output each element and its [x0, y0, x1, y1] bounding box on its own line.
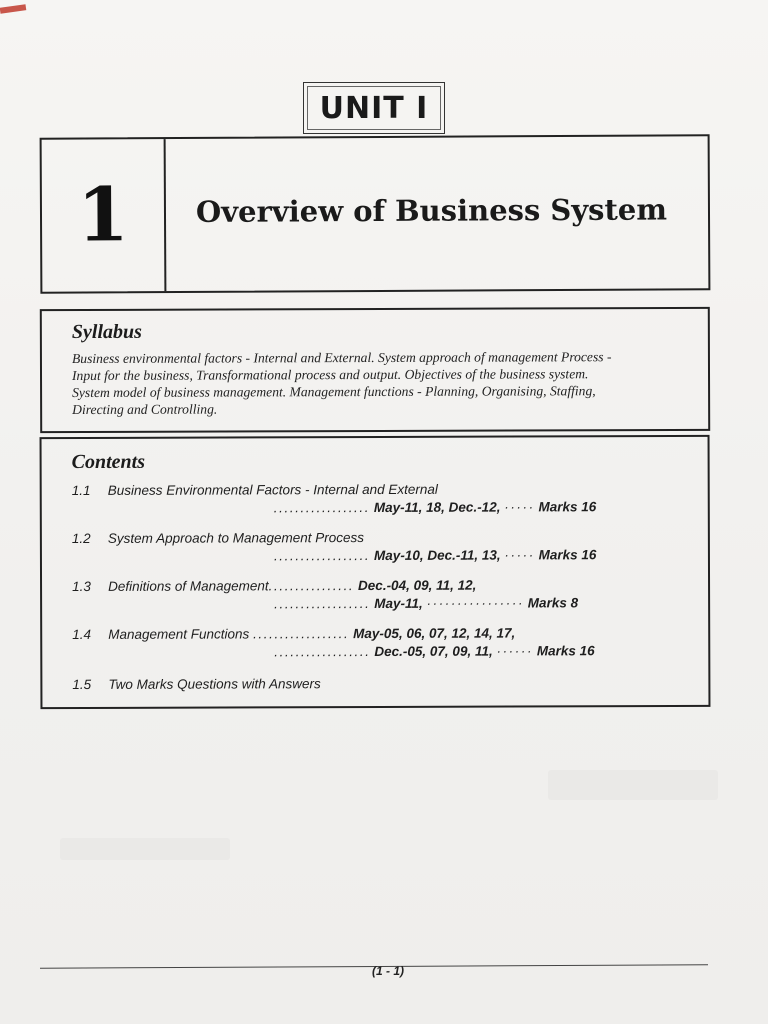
chapter-number: 1 [77, 172, 129, 259]
leader-dots: ················ [426, 595, 525, 611]
syllabus-line: Directing and Controlling. [72, 401, 218, 418]
item-marks: Marks 8 [527, 595, 579, 611]
contents-item-marks [274, 595, 578, 611]
item-marks: Marks 16 [538, 499, 597, 515]
item-exam-dates: May-11, [374, 595, 423, 612]
contents-box [40, 435, 711, 709]
unit-label: UNIT I [319, 90, 429, 126]
item-exam-dates: May-10, Dec.-11, 13, [374, 547, 501, 564]
leader-dots: .................. [273, 548, 371, 564]
contents-item-marks [274, 643, 594, 659]
item-number: 1.5 [72, 676, 92, 693]
leader-dots: .................. [274, 596, 371, 612]
leader-dots: ····· [504, 499, 535, 515]
item-exam-dates: May-11, 18, Dec.-12, [373, 499, 501, 516]
show-through-block [60, 838, 230, 860]
item-title: Two Marks Questions with Answers [108, 676, 321, 692]
chapter-number-cell [42, 139, 167, 292]
contents-heading: Contents [71, 450, 146, 474]
item-exam-dates: Dec.-05, 07, 09, 11, [374, 643, 493, 660]
contents-item-marks [274, 499, 597, 515]
leader-dots: .................. [274, 644, 371, 660]
item-number: 1.4 [72, 626, 92, 643]
contents-item [72, 481, 692, 499]
contents-item [72, 578, 476, 594]
chapter-title: Overview of Business System [195, 192, 668, 229]
chapter-header-box [40, 134, 711, 294]
item-title: Management Functions [108, 626, 250, 642]
item-marks: Marks 16 [536, 643, 595, 659]
leader-dots: ······ [496, 643, 534, 659]
leader-dots: ····· [504, 547, 535, 563]
contents-item [72, 675, 692, 693]
syllabus-box [40, 307, 710, 433]
show-through-block [548, 770, 718, 800]
item-title: System Approach to Management Process [107, 530, 365, 546]
leader-dots: .................. [273, 500, 371, 516]
item-exam-dates: May-05, 06, 07, 12, 14, 17, [353, 625, 516, 642]
contents-item [72, 626, 515, 643]
item-marks: Marks 16 [538, 547, 597, 563]
syllabus-line: Business environmental factors - Internal and External. System approach of management Process - [71, 349, 612, 367]
syllabus-line: Input for the business, Transformational process and output. Objectives of the business system. [71, 366, 589, 384]
syllabus-body [72, 348, 694, 418]
leader-dots: ................ [268, 578, 355, 594]
item-title: Business Environmental Factors - Internal and External [107, 481, 438, 498]
syllabus-line: System model of business management. Management functions - Planning, Organising, Staffing, [72, 383, 596, 401]
item-title: Definitions of Management [108, 578, 269, 594]
item-number: 1.3 [72, 578, 91, 595]
item-exam-dates: Dec.-04, 09, 11, 12, [358, 577, 477, 594]
item-number: 1.1 [71, 482, 91, 499]
item-number: 1.2 [71, 530, 91, 547]
contents-item-marks [274, 547, 597, 563]
page-number: (1 - 1) [372, 964, 405, 978]
unit-label-box [303, 82, 445, 134]
syllabus-heading: Syllabus [71, 320, 142, 344]
leader-dots: .................. [253, 626, 350, 642]
contents-item [72, 529, 692, 547]
